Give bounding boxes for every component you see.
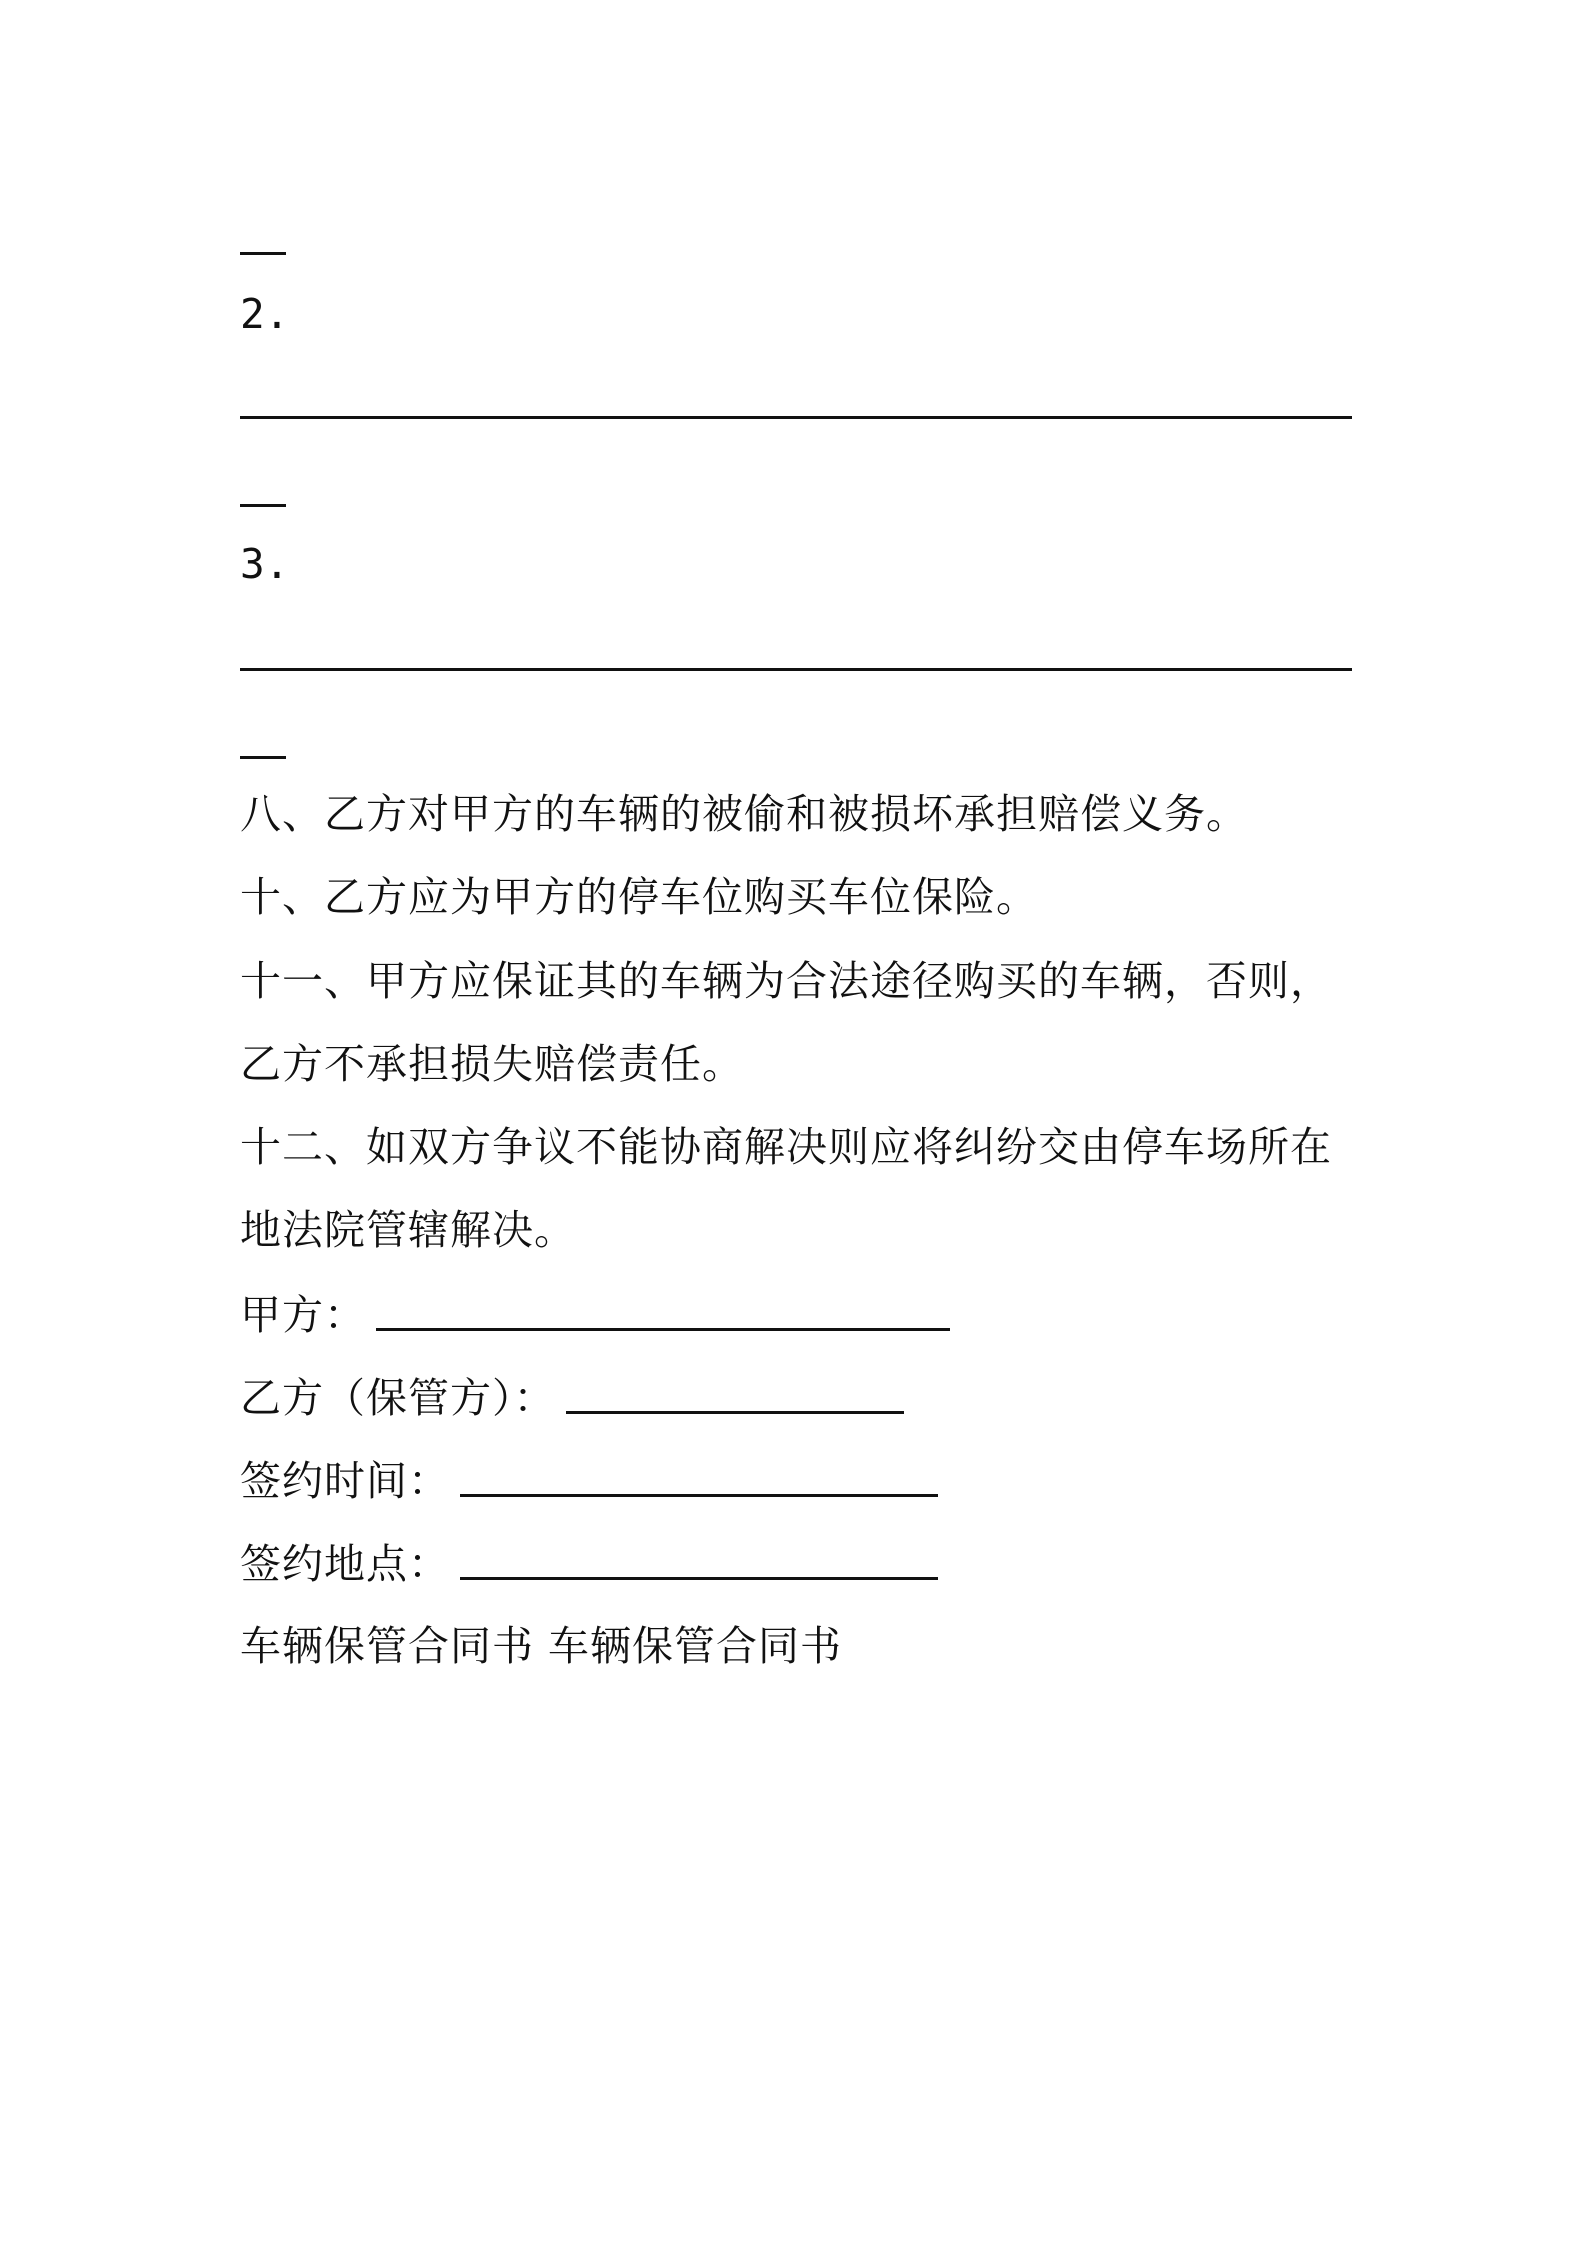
blank-line-tail-2 [240, 504, 286, 507]
party-b-label: 乙方（保管方）： [240, 1374, 556, 1422]
sign-place-blank [460, 1577, 938, 1580]
blank-line-item-3 [240, 668, 1352, 671]
clause-11-line-1: 十一、甲方应保证其的车辆为合法途径购买的车辆，否则， [240, 957, 1332, 1005]
clause-11-line-2: 乙方不承担损失赔偿责任。 [240, 1040, 744, 1088]
blank-line-item-2 [240, 416, 1352, 419]
blank-line-tail-3 [240, 756, 286, 759]
party-a-label: 甲方： [240, 1291, 366, 1339]
sign-time-row [240, 1455, 938, 1505]
sign-place-row [240, 1538, 938, 1588]
party-b-blank [566, 1411, 904, 1414]
document-title-repeat: 车辆保管合同书 车辆保管合同书 [240, 1622, 843, 1670]
sign-time-blank [460, 1494, 938, 1497]
blank-line-tail-1 [240, 252, 286, 255]
clause-12-line-2: 地法院管辖解决。 [240, 1206, 576, 1254]
item-3-number: 3. [240, 540, 290, 588]
clause-10: 十、乙方应为甲方的停车位购买车位保险。 [240, 873, 1038, 921]
party-b-row [240, 1372, 904, 1422]
party-a-row [240, 1289, 950, 1339]
item-2-number: 2. [240, 290, 290, 338]
clause-12-line-1: 十二、如双方争议不能协商解决则应将纠纷交由停车场所在 [240, 1123, 1332, 1171]
sign-time-label: 签约时间： [240, 1457, 450, 1505]
clause-8: 八、乙方对甲方的车辆的被偷和被损坏承担赔偿义务。 [240, 790, 1248, 838]
sign-place-label: 签约地点： [240, 1540, 450, 1588]
party-a-blank [376, 1328, 950, 1331]
